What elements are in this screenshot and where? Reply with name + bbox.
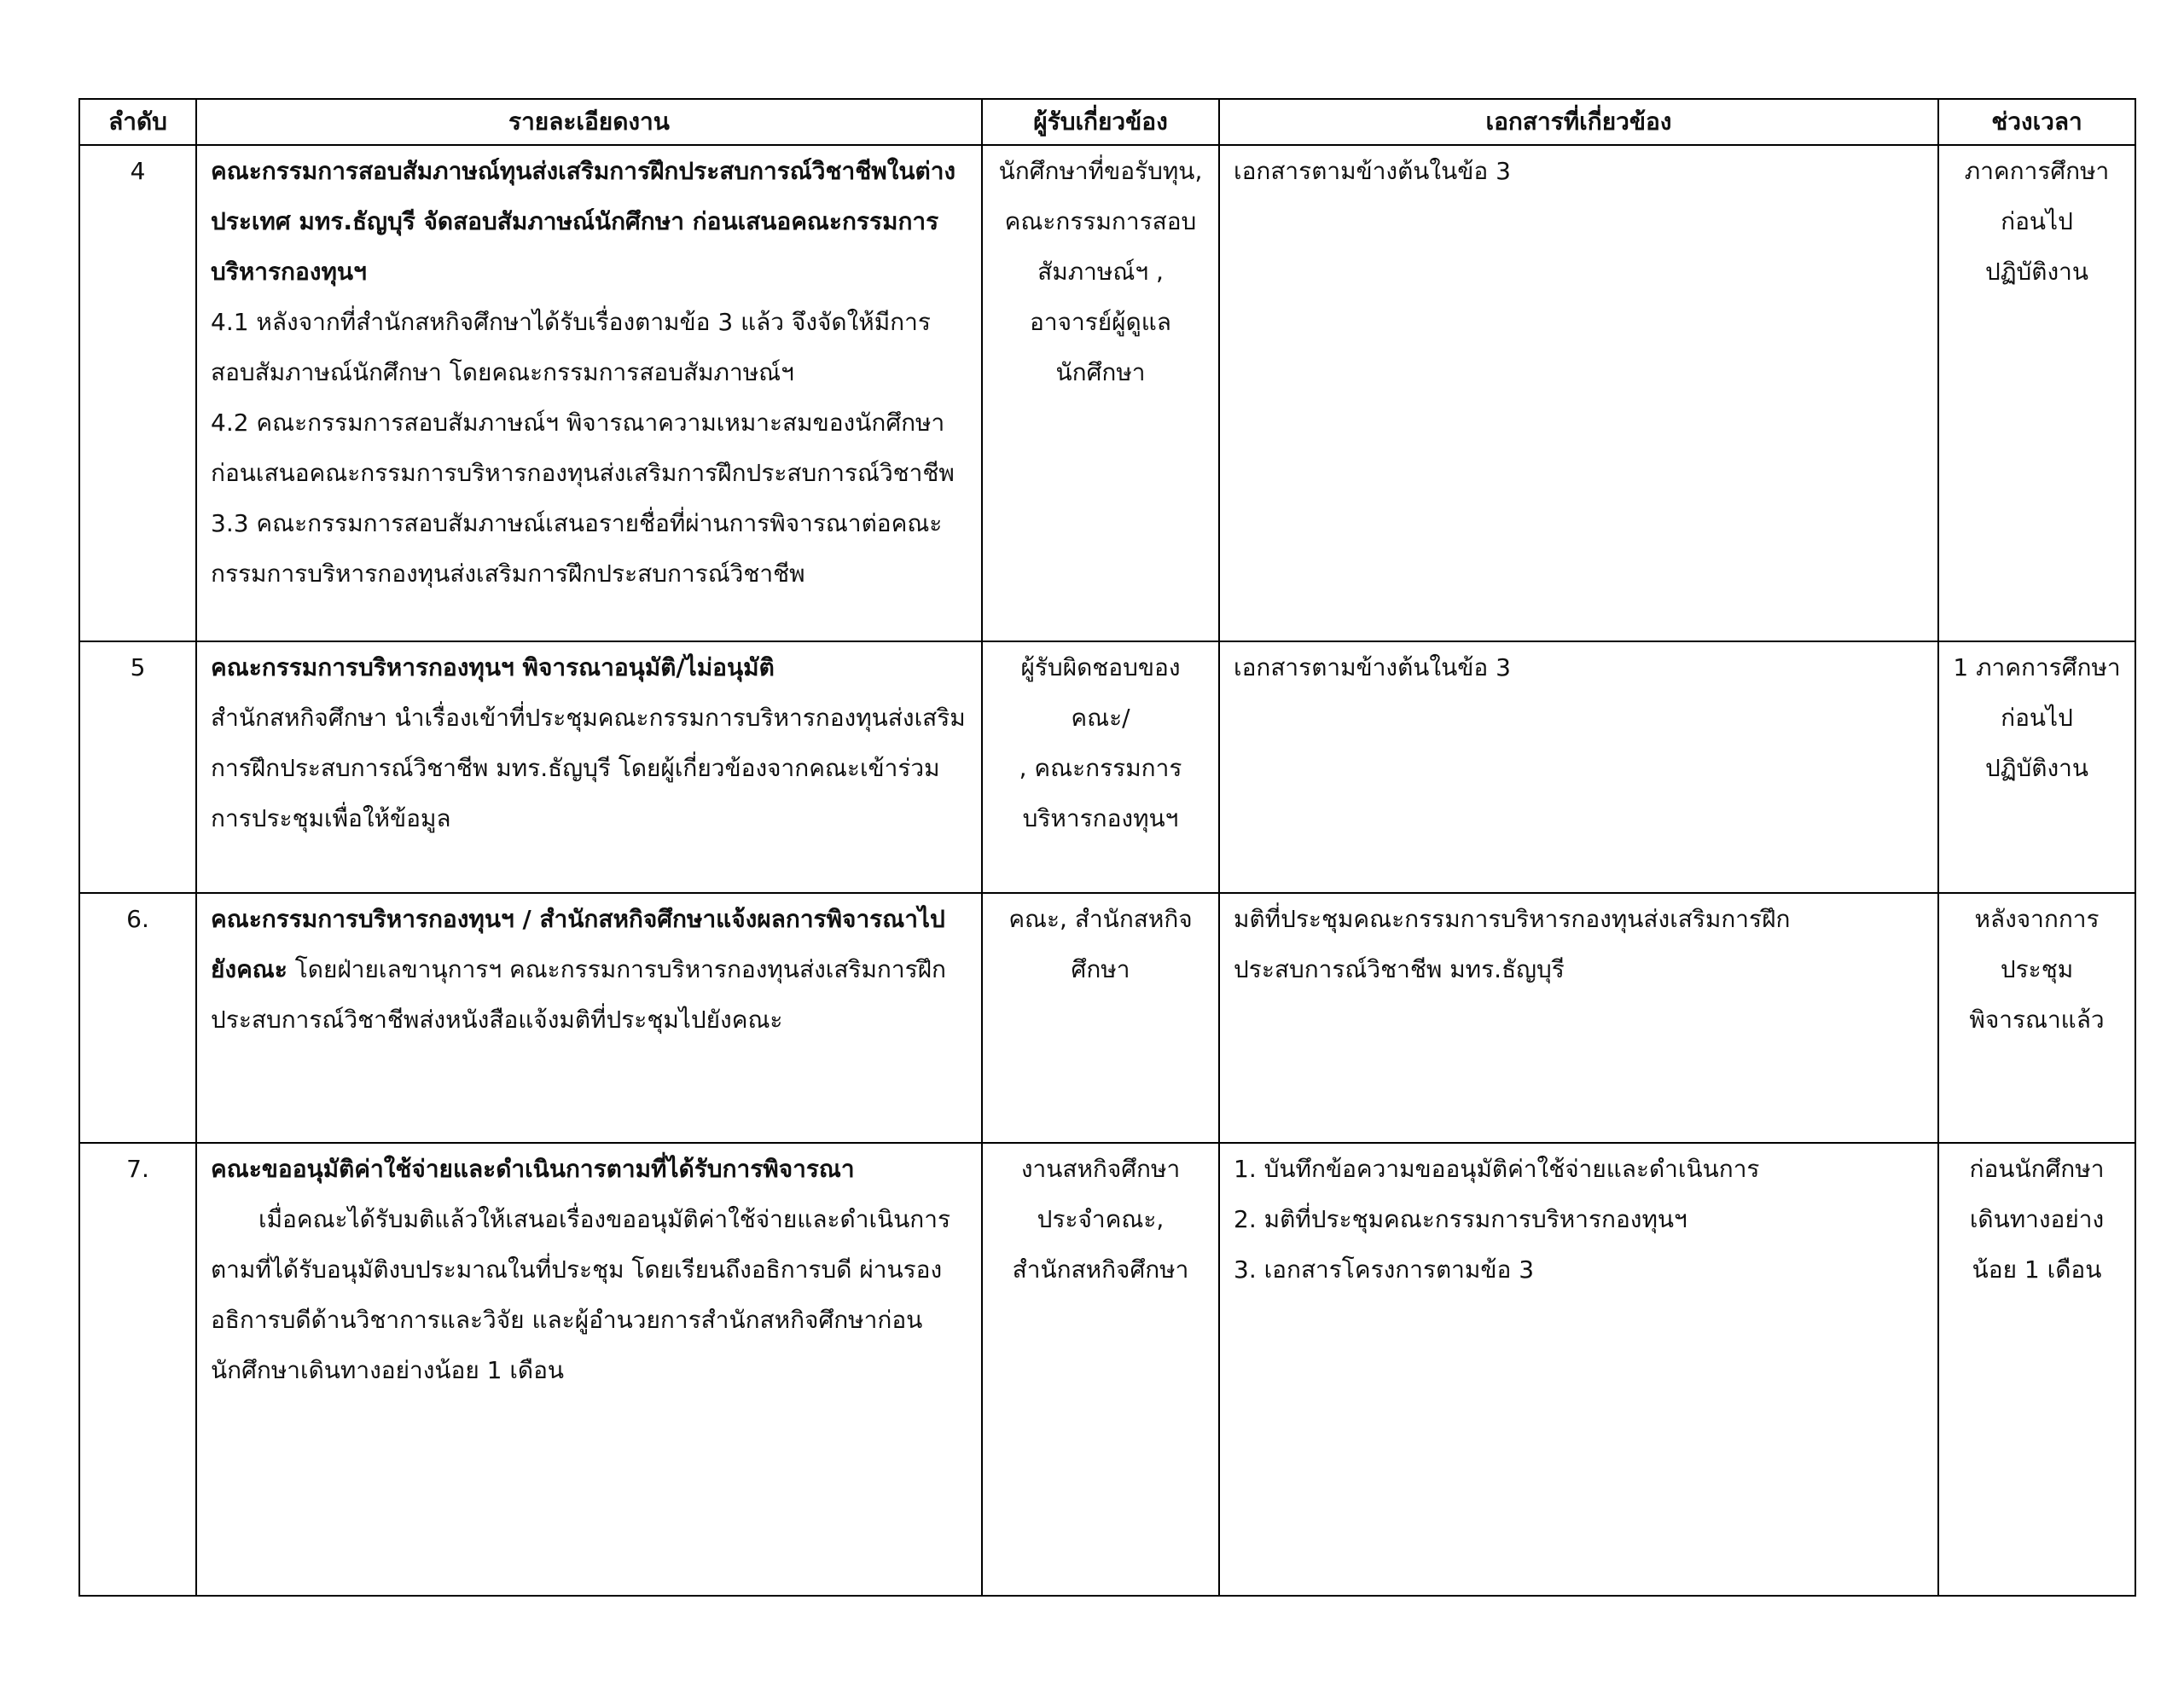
row-timeframe <box>1938 1143 2135 1596</box>
row-detail <box>196 893 982 1143</box>
header-documents: เอกสารที่เกี่ยวข้อง <box>1219 99 1938 145</box>
detail-title: คณะกรรมการสอบสัมภาษณ์ทุนส่งเสริมการฝึกประสบการณ์วิชาชีพในต่างประเทศ มทร.ธัญบุรี จัดสอบสัมภาษณ์นักศึกษา ก่อนเสนอคณะกรรมการบริหารกองทุนฯ <box>211 157 956 286</box>
header-timeframe: ช่วงเวลา <box>1938 99 2135 145</box>
responsible-line: สัมภาษณ์ฯ , <box>1037 258 1164 286</box>
header-no: ลำดับ <box>79 99 196 145</box>
responsible-line: , คณะกรรมการ <box>1019 754 1182 782</box>
table-row <box>79 1143 2135 1596</box>
timeframe-line: พิจารณาแล้ว <box>1969 1006 2105 1034</box>
row-responsible <box>982 893 1219 1143</box>
responsible-line: บริหารกองทุนฯ <box>1022 804 1179 832</box>
document-line: มติที่ประชุมคณะกรรมการบริหารกองทุนส่งเสริมการฝึก <box>1234 905 1791 933</box>
detail-title: คณะกรรมการบริหารกองทุนฯ / สำนักสหกิจศึกษาแจ้งผลการพิจารณาไปยังคณะ <box>211 905 945 983</box>
responsible-line: อาจารย์ผู้ดูแล <box>1030 308 1171 336</box>
detail-paragraph: 4.2 คณะกรรมการสอบสัมภาษณ์ฯ พิจารณาความเหมาะสมของนักศึกษาก่อนเสนอคณะกรรมการบริหารกองทุนส่งเสริมการฝึกประสบการณ์วิชาชีพ <box>211 409 955 487</box>
row-number: 5 <box>79 641 196 893</box>
timeframe-line: ก่อนไป <box>2001 207 2073 235</box>
row-responsible <box>982 1143 1219 1596</box>
row-responsible <box>982 145 1219 641</box>
row-documents <box>1219 1143 1938 1596</box>
document-line: 2. มติที่ประชุมคณะกรรมการบริหารกองทุนฯ <box>1234 1205 1687 1233</box>
detail-title: คณะขออนุมัติค่าใช้จ่ายและดำเนินการตามที่ได้รับการพิจารณา <box>211 1155 855 1183</box>
row-timeframe <box>1938 893 2135 1143</box>
detail-paragraph: สำนักสหกิจศึกษา นำเรื่องเข้าที่ประชุมคณะกรรมการบริหารกองทุนส่งเสริมการฝึกประสบการณ์วิชาชีพ มทร.ธัญบุรี โดยผู้เกี่ยวข้องจากคณะเข้าร่วมการประชุมเพื่อให้ข้อมูล <box>211 704 966 832</box>
header-responsible: ผู้รับเกี่ยวข้อง <box>982 99 1219 145</box>
document-line: 1. บันทึกข้อความขออนุมัติค่าใช้จ่ายและดำเนินการ <box>1234 1155 1760 1183</box>
responsible-line: นักศึกษาที่ขอรับทุน, <box>998 157 1203 185</box>
detail-paragraph: เมื่อคณะได้รับมติแล้วให้เสนอเรื่องขออนุมัติค่าใช้จ่ายและดำเนินการตามที่ได้รับอนุมัติงบประมาณในที่ประชุม โดยเรียนถึงอธิการบดี ผ่านรองอธิการบดีด้านวิชาการและวิจัย และผู้อำนวยการสำนักสหกิจศึกษาก่อนนักศึกษาเดินทางอย่างน้อย 1 เดือน <box>211 1205 951 1384</box>
timeframe-line: ภาคการศึกษา <box>1964 157 2110 185</box>
row-number: 7. <box>79 1143 196 1596</box>
document-line: 3. เอกสารโครงการตามข้อ 3 <box>1234 1255 1535 1284</box>
document-line: เอกสารตามข้างต้นในข้อ 3 <box>1234 157 1511 185</box>
detail-paragraph: 4.1 หลังจากที่สำนักสหกิจศึกษาได้รับเรื่องตามข้อ 3 แล้ว จึงจัดให้มีการสอบสัมภาษณ์นักศึกษา โดยคณะกรรมการสอบสัมภาษณ์ฯ <box>211 308 931 386</box>
responsible-line: ประจำคณะ, <box>1037 1205 1165 1233</box>
responsible-line: คณะกรรมการสอบ <box>1004 207 1197 235</box>
row-documents <box>1219 641 1938 893</box>
responsible-line: คณะ, สำนักสหกิจ <box>1008 905 1193 933</box>
timeframe-line: หลังจากการ <box>1974 905 2100 933</box>
detail-paragraph <box>211 894 967 1045</box>
row-number: 4 <box>79 145 196 641</box>
table-header-row <box>79 99 2135 145</box>
responsible-line: คณะ/ <box>1071 704 1130 732</box>
responsible-line: สำนักสหกิจศึกษา <box>1012 1255 1189 1284</box>
row-detail <box>196 641 982 893</box>
timeframe-line: เดินทางอย่าง <box>1969 1205 2105 1233</box>
timeframe-line: ปฏิบัติงาน <box>1984 754 2089 782</box>
row-detail <box>196 145 982 641</box>
table-row <box>79 641 2135 893</box>
timeframe-line: ก่อนนักศึกษา <box>1969 1155 2105 1183</box>
row-timeframe <box>1938 641 2135 893</box>
document-line: ประสบการณ์วิชาชีพ มทร.ธัญบุรี <box>1234 955 1565 983</box>
row-responsible <box>982 641 1219 893</box>
responsible-line: งานสหกิจศึกษา <box>1020 1155 1181 1183</box>
responsible-line: นักศึกษา <box>1055 358 1146 386</box>
responsible-line: ผู้รับผิดชอบของ <box>1020 653 1181 681</box>
timeframe-line: ประชุม <box>2000 955 2074 983</box>
table-row <box>79 893 2135 1143</box>
row-documents <box>1219 893 1938 1143</box>
detail-paragraph: 3.3 คณะกรรมการสอบสัมภาษณ์เสนอรายชื่อที่ผ่านการพิจารณาต่อคณะกรรมการบริหารกองทุนส่งเสริมการฝึกประสบการณ์วิชาชีพ <box>211 509 943 588</box>
procedure-table <box>78 98 2136 1597</box>
row-detail <box>196 1143 982 1596</box>
detail-text: โดยฝ่ายเลขานุการฯ คณะกรรมการบริหารกองทุนส่งเสริมการฝึกประสบการณ์วิชาชีพส่งหนังสือแจ้งมติที่ประชุมไปยังคณะ <box>211 955 946 1034</box>
timeframe-line: ปฏิบัติงาน <box>1984 258 2089 286</box>
timeframe-line: 1 ภาคการศึกษา <box>1953 653 2121 681</box>
document-line: เอกสารตามข้างต้นในข้อ 3 <box>1234 653 1511 681</box>
detail-title: คณะกรรมการบริหารกองทุนฯ พิจารณาอนุมัติ/ไม่อนุมัติ <box>211 653 775 681</box>
timeframe-line: ก่อนไป <box>2001 704 2073 732</box>
header-detail: รายละเอียดงาน <box>196 99 982 145</box>
table-row <box>79 145 2135 641</box>
row-documents <box>1219 145 1938 641</box>
timeframe-line: น้อย 1 เดือน <box>1972 1255 2102 1284</box>
row-timeframe <box>1938 145 2135 641</box>
row-number: 6. <box>79 893 196 1143</box>
responsible-line: ศึกษา <box>1071 955 1130 983</box>
